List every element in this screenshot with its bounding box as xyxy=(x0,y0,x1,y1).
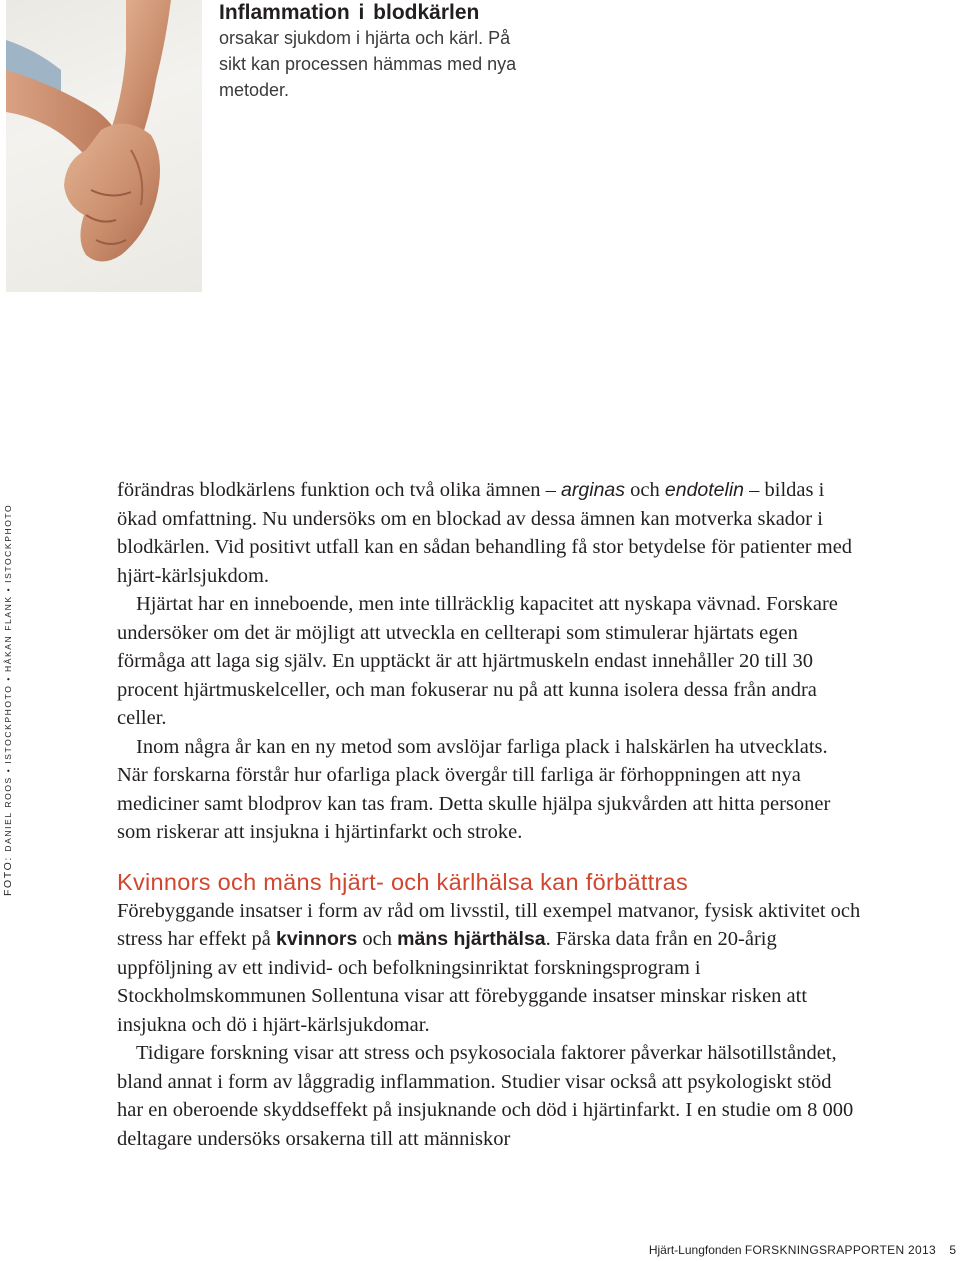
page-number: 5 xyxy=(949,1243,956,1257)
page-footer xyxy=(649,1243,956,1257)
paragraph-3: Inom några år kan en ny metod som avslöjar farliga plack i halskärlen ha utvecklats. När forskarna förstår hur ofarliga plack övergår till farliga är förhoppningen att nya mediciner samt blodprov kan tas fram. Detta skulle hjälpa sjukvården att hitta personer som riskerar att insjukna i hjärtinfarkt och stroke. xyxy=(117,735,831,843)
photo-credit xyxy=(2,504,14,896)
caption-title: Inflammation i blodkärlen xyxy=(219,1,480,24)
hands-illustration xyxy=(6,0,202,292)
photo-caption xyxy=(219,0,539,103)
keyword-kvinnors: kvinnors xyxy=(276,928,358,950)
holding-hands-photo xyxy=(6,0,202,292)
article-body xyxy=(117,476,862,1153)
photo-credit-label: FOTO: xyxy=(2,856,14,896)
term-arginas: arginas xyxy=(561,479,626,501)
paragraph-1: förändras blodkärlens funktion och två olika ämnen – arginas och endotelin – bildas i ökad omfattning. Nu undersöks om en blockad av dessa ämnen kan motverka skador i blodkärlen. Vid positivt utfall kan en sådan behandling få stor betydelse för patienter med hjärt-kärlsjukdom. xyxy=(117,479,853,587)
footer-publisher: Hjärt-Lungfonden xyxy=(648,1243,742,1257)
section-heading: Kvinnors och mäns hjärt- och kärlhälsa kan förbättras xyxy=(117,868,689,895)
paragraph-4: Förebyggande insatser i form av råd om livsstil, till exempel matvanor, fysisk aktivitet och stress har effekt på kvinnors och mäns hjärthälsa. Färska data från en 20-årig uppföljning av ett individ- och befolkningsinriktat forskningsprogram i Stockholmskommunen Sollentuna visar att förebyggande insatser minskar risken att insjukna och dö i hjärt-kärlsjukdomar. xyxy=(117,899,861,1036)
caption-text: orsakar sjukdom i hjärta och kärl. På sikt kan processen hämmas med nya metoder. xyxy=(219,28,517,100)
term-endotelin: endotelin xyxy=(664,479,745,501)
photo-credit-text: DANIEL ROOS • ISTOCKPHOTO • HÅKAN FLANK • ISTOCKPHOTO xyxy=(3,503,13,852)
paragraph-5: Tidigare forskning visar att stress och psykosociala faktorer påverkar hälsotillståndet, bland annat i form av låggradig inflammation. Studier visar också att psykologiskt stöd har en oberoende skyddseffekt på insjuknande och död i hjärtinfarkt. I en studie om 8 000 deltagare undersöks orsakerna till att människor xyxy=(117,1042,854,1150)
paragraph-2: Hjärtat har en inneboende, men inte tillräcklig kapacitet att nyskapa vävnad. Forskare undersöker om det är möjligt att utveckla en cellterapi som stimulerar hjärtats egen förmåga att laga sig själv. En upptäckt är att hjärtmuskeln endast innehåller 20 till 30 procent hjärtmuskelceller, och man fokuserar nu på att kunna isolera dessa från andra celler. xyxy=(117,593,838,729)
footer-report-title: FORSKNINGSRAPPORTEN 2013 xyxy=(744,1243,936,1257)
keyword-mans-hjarthalsa: mäns hjärthälsa xyxy=(397,928,546,950)
